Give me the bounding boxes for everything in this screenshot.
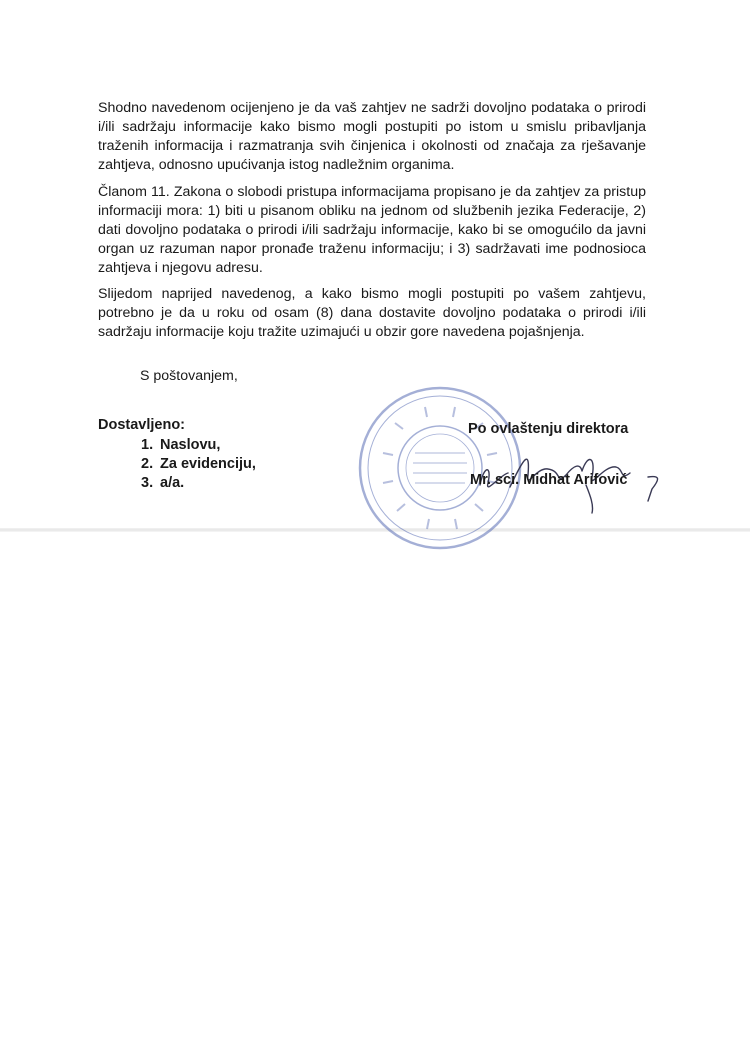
list-item: 3. a/a.: [141, 475, 185, 491]
signatory-name: Mr. sci. Midhat Arifović: [470, 472, 628, 488]
paragraph-request: Slijedom naprijed navedenog, a kako bismo mogli postupiti po vašem zahtjevu, potrebno je da u roku od osam (8) dana dostavite dovoljno podataka o prirodi i/ili sadržaju informacije koju tražite uzimajući u obzir gore navedena pojašnjenja.: [98, 286, 646, 340]
list-item: 2. Za evidenciju,: [141, 456, 256, 472]
signatory-authority: Po ovlaštenju direktora: [468, 421, 629, 437]
paragraph-law-article: Članom 11. Zakona o slobodi pristupa informacijama propisano je da zahtjev za pristup informaciji mora: 1) biti u pisanom obliku na jednom od službenih jezika Federacije, 2) dati dovoljno podataka o prirodi i/ili sadržaju informacije, kako bi se omogućilo da javni organ uz razuman napor pronađe traženu informaciju; i 3) sadržavati ime podnosioca zahtjeva i njegovu adresu.: [98, 184, 646, 276]
list-item: 1. Naslovu,: [141, 437, 221, 453]
delivered-to-list: [141, 436, 256, 493]
delivered-to-title: Dostavljeno:: [98, 417, 186, 433]
closing-greeting: S poštovanjem,: [140, 368, 238, 384]
paragraph-assessment: Shodno navedenom ocijenjeno je da vaš zahtjev ne sadrži dovoljno podataka o prirodi i/ili sadržaju informacije kako bismo mogli postupiti po istom u smislu pribavljanja traženih informacija i razmatranja svih činjenica i okolnosti od značaja za rješavanje zahtjeva, odnosno upućivanja istog nadležnim organima.: [98, 100, 646, 173]
